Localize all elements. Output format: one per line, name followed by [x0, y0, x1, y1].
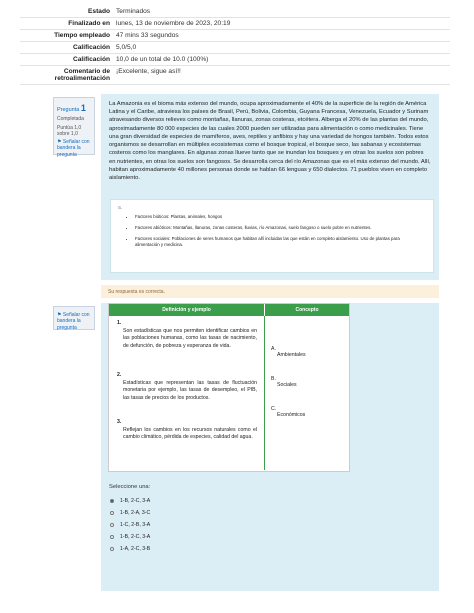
radio-button[interactable]: [110, 499, 114, 503]
radio-button[interactable]: [110, 523, 114, 527]
summary-row-finished: [20, 18, 450, 30]
choice-label: 1-B, 2-C, 3-A: [120, 498, 151, 504]
summary-key: Tiempo empleado: [54, 32, 110, 39]
choice-label: 1-C, 2-B, 3-A: [120, 522, 151, 528]
radio-button[interactable]: [110, 511, 114, 515]
summary-row-feedback: [20, 66, 450, 85]
concept-item: B. Sociales: [271, 376, 297, 388]
flag-icon: ⚑: [57, 139, 62, 145]
definition-item: 1. Son estadísticas que nos permiten identificar cambios en las poblaciones humanas, como las tasas de nacimiento, de defunción, de pobreza y esperanza de vida.: [117, 320, 257, 349]
summary-value: 10,0 de un total de 10.0 (100%): [116, 56, 209, 63]
choice-label: 1-A, 2-C, 3-B: [120, 546, 151, 552]
summary-value: ¡Excelente, sigue así!!: [116, 68, 181, 75]
list-item: • Factores sociales: Poblaciones de seres humanos que habitan allí incluidas las que están en completo aislamiento. Uso de plantas para alimentación y medicina.: [135, 236, 425, 248]
flag-question-link[interactable]: ⚑ Señalar con bandera la pregunta: [57, 312, 90, 331]
flag-question-link[interactable]: ⚑ Señalar con bandera la pregunta: [57, 139, 90, 158]
concept-item: C. Económicos: [271, 406, 306, 418]
summary-value: lunes, 13 de noviembre de 2023, 20:19: [116, 20, 231, 27]
flag-icon: ⚑: [57, 312, 62, 318]
summary-key: Calificación: [72, 44, 110, 51]
choice-label: 1-B, 2-A, 3-C: [120, 510, 151, 516]
summary-row-time: [20, 30, 450, 42]
radio-button[interactable]: [110, 535, 114, 539]
summary-row-marks: [20, 42, 450, 54]
summary-key: Calificación: [72, 56, 110, 63]
definition-item: 3. Reflejan los cambios en los recursos naturales como el cambio climático, pérdida de especies, calidad del agua.: [117, 419, 257, 441]
choice-option[interactable]: [110, 507, 150, 519]
definition-item: 2. Estadísticas que representan las tasas de fluctuación monetaria por ejemplo, las tasas de desempleo, el PIB, las tasas de precios de los productos.: [117, 372, 257, 401]
choice-label: 1-B, 2-C, 3-A: [120, 534, 151, 540]
choice-list: [110, 495, 150, 555]
definition-column: [109, 316, 265, 470]
radio-button[interactable]: [110, 547, 114, 551]
column-header: Definición y ejemplo: [109, 304, 264, 316]
concept-column: [265, 316, 349, 470]
question-text: La Amazonia es el bioma más extenso del mundo, ocupa aproximadamente el 40% de la superficie de la región de América Latina y el Caribe, atraviesa los países de Brasil, Perú, Bolivia, Colombia, Guyana Francesa, Venezuela, Ecuador y Surinam atravesando diversos relieves como montañas, llanuras, zonas costeras, etcétera. Alberga el 20% de las plantas del mundo, aproximadamente 80 000 especies de las cuales 2000 pueden ser utilizadas para alimentación o como medicinales. Tiene una gran diversidad de especies de mamíferos, aves, reptiles y anfibios y hay una variedad de hongos también. Todos estos organismos se desarrollan en múltiples ecosistemas como el bosque tropical, el bosque seco, las sabanas y ecosistemas costeros como los manglares. En algunas zonas llueve tanto que se inundan los bosques y en otras los suelos son pobres en nutrientes, en otras los suelos son fangosos. Se desarrolla cerca del río Amazonas que es el más extenso del mundo. Allí, habitan aproximadamente 40 millones personas donde se hablan 66 lenguas y 650 dialectos. 71 pueblos viven en completo aislamiento.: [109, 101, 431, 181]
question-score: Puntúa 1,0 sobre 1,0: [57, 124, 82, 137]
question-status: Completada: [57, 116, 84, 123]
summary-key: Estado: [88, 8, 110, 15]
summary-row-grade: [20, 54, 450, 66]
choice-option[interactable]: [110, 519, 150, 531]
choice-option[interactable]: [110, 531, 150, 543]
summary-value: 5,0/5,0: [116, 44, 137, 51]
list-item: • Factores bióticos: Plantas, animales, hongos: [135, 214, 425, 220]
answer-radio-label[interactable]: a.: [118, 205, 123, 211]
list-item: • Factores abióticos: Montañas, llanuras, zonas costeras, lluvias, río Amazonas, suelo fangoso o suelo pobre en nutrientes.: [135, 225, 425, 231]
question-2: [101, 303, 439, 591]
answer-option[interactable]: [110, 199, 434, 273]
matching-table: [108, 303, 350, 472]
summary-value: 47 mins 33 segundos: [116, 32, 179, 39]
feedback-banner: Su respuesta es correcta.: [101, 285, 439, 298]
column-header: Concepto: [265, 304, 349, 316]
summary-value: Terminados: [116, 8, 151, 15]
select-prompt: Seleccione una:: [109, 484, 151, 490]
question-2-info: [53, 306, 95, 330]
summary-row-state: [20, 6, 450, 18]
choice-option[interactable]: [110, 543, 150, 555]
summary-key: Comentario de retroalimentación: [54, 68, 110, 82]
choice-option[interactable]: [110, 495, 150, 507]
concept-item: A. Ambientales: [271, 346, 306, 358]
question-1-info: [53, 97, 95, 158]
question-number: Pregunta 1: [57, 103, 86, 113]
table-header: [109, 304, 349, 316]
factor-list: [115, 214, 425, 253]
summary-key: Finalizado en: [68, 20, 110, 27]
attempt-summary: [20, 6, 450, 85]
question-1: [101, 94, 439, 280]
